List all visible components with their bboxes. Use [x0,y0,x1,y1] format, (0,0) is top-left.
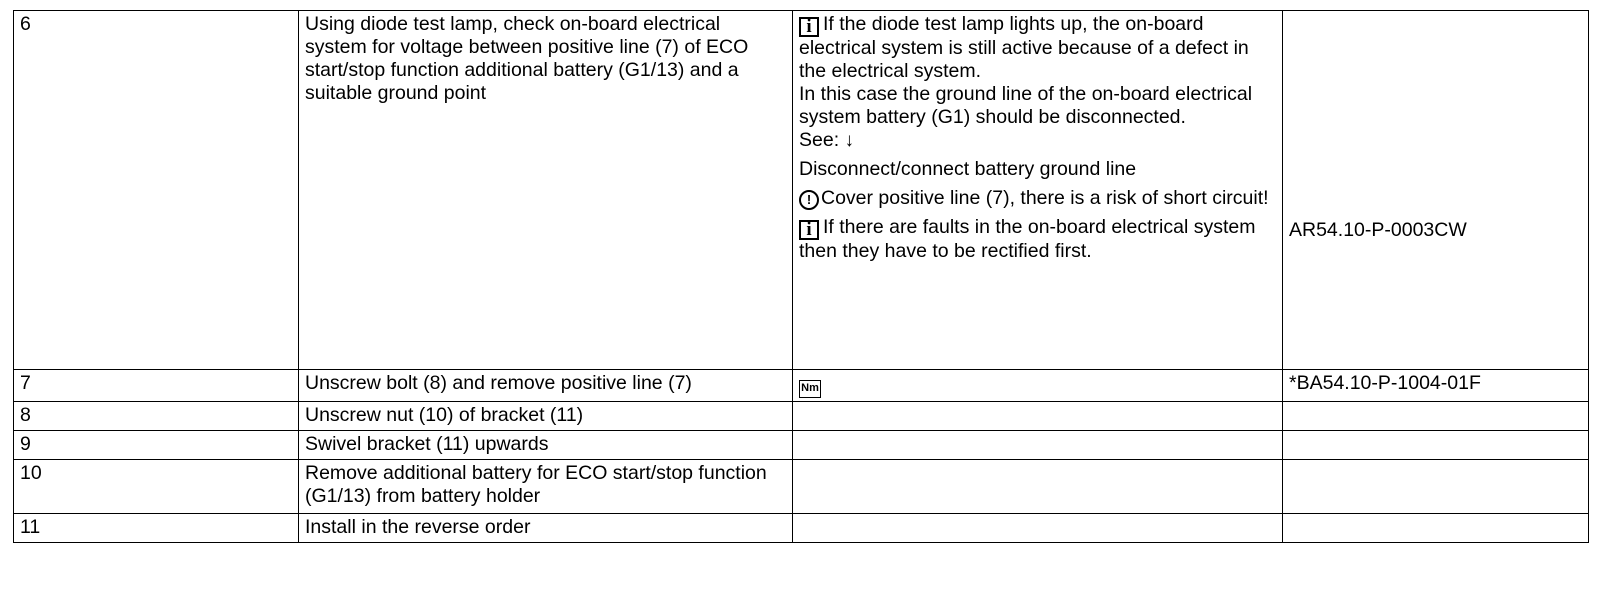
step-reference [1283,460,1589,514]
step-notes [793,370,1283,402]
table-row [14,11,1589,370]
reference-code[interactable]: *BA54.10-P-1004-01F [1283,370,1589,402]
step-notes [793,11,1283,370]
warning-note-text: Cover positive line (7), there is a risk of short circuit! [821,187,1269,209]
info-note-continued: In this case the ground line of the on-board electrical system battery (G1) should be disconnected. [799,83,1253,128]
step-reference [1283,402,1589,431]
step-notes [793,402,1283,431]
info-note-2-text: If there are faults in the on-board electrical system then they have to be rectified first. [799,216,1256,262]
table-row [14,431,1589,460]
step-action: Install in the reverse order [299,514,793,543]
step-number: 7 [14,370,299,402]
see-reference [799,129,1276,152]
table-row [14,402,1589,431]
step-number: 9 [14,431,299,460]
step-notes [793,431,1283,460]
warning-icon: ! [799,190,819,210]
step-action: Remove additional battery for ECO start/stop function (G1/13) from battery holder [299,460,793,514]
info-icon: i [799,17,819,37]
see-label: See: [799,129,840,151]
step-action: Using diode test lamp, check on-board electrical system for voltage between positive line (7) of ECO start/stop function additional battery (G1/13) and a suitable ground point [299,11,793,370]
step-reference [1283,11,1589,370]
step-action: Swivel bracket (11) upwards [299,431,793,460]
step-number: 10 [14,460,299,514]
info-note-text: If the diode test lamp lights up, the on-board electrical system is still active because of a defect in the electrical system. [799,13,1249,82]
reference-code[interactable]: AR54.10-P-0003CW [1289,219,1467,241]
info-note-2 [799,216,1276,263]
step-action: Unscrew nut (10) of bracket (11) [299,402,793,431]
step-number: 6 [14,11,299,370]
info-icon: i [799,220,819,240]
procedure-table [13,10,1589,543]
step-notes [793,460,1283,514]
table-row [14,460,1589,514]
table-row [14,514,1589,543]
arrow-down-icon: ↓ [844,130,855,151]
link-disconnect-ground-line[interactable]: Disconnect/connect battery ground line [799,158,1137,180]
step-reference [1283,514,1589,543]
torque-nm-icon[interactable]: Nm [799,380,821,398]
step-number: 11 [14,514,299,543]
warning-note [799,187,1276,210]
step-number: 8 [14,402,299,431]
step-notes [793,514,1283,543]
info-note [799,13,1276,83]
step-action: Unscrew bolt (8) and remove positive line (7) [299,370,793,402]
step-reference [1283,431,1589,460]
table-row [14,370,1589,402]
